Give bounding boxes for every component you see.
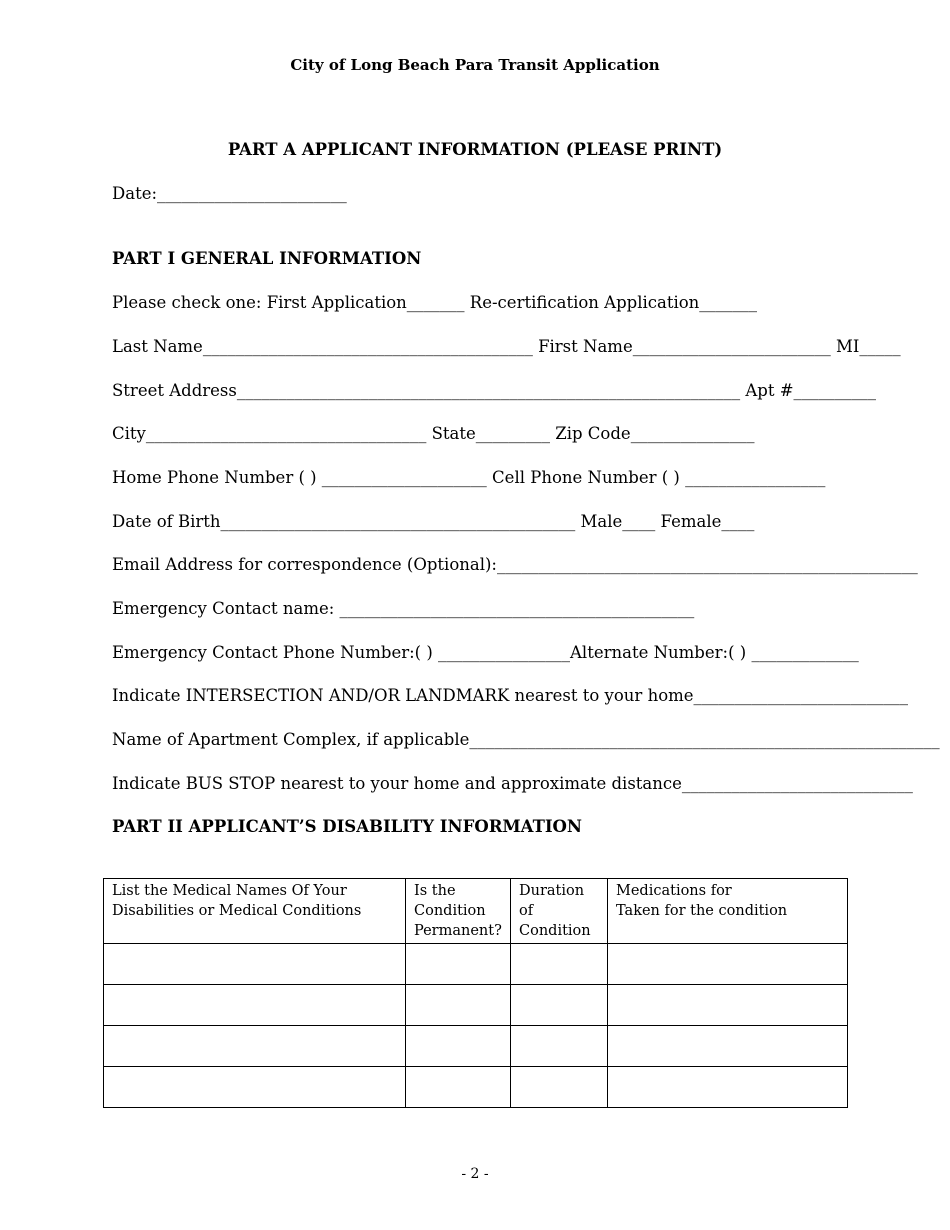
part-a-title: PART A APPLICANT INFORMATION (PLEASE PRINT) xyxy=(227,140,723,159)
emergency-contact-name-field[interactable]: Emergency Contact name: ___________________________________________ xyxy=(112,599,695,618)
birth-gender-fields[interactable]: Date of Birth___________________________________________ Male____ Female____ xyxy=(112,512,755,531)
page-number: - 2 - xyxy=(461,1166,489,1182)
city-state-zip-fields[interactable]: City__________________________________ State_________ Zip Code_______________ xyxy=(112,424,755,443)
table-row xyxy=(104,944,848,985)
table-cell[interactable] xyxy=(511,944,608,985)
table-cell[interactable] xyxy=(104,985,406,1026)
column-header-permanent xyxy=(406,879,511,944)
table-cell[interactable] xyxy=(406,1067,511,1108)
date-field[interactable]: Date:_______________________ xyxy=(112,184,347,203)
column-header-medications xyxy=(608,879,848,944)
header-line: Medications for xyxy=(616,883,732,899)
column-header-medical-names xyxy=(104,879,406,944)
table-cell[interactable] xyxy=(511,1026,608,1067)
table-row xyxy=(104,1026,848,1067)
bus-stop-field[interactable]: Indicate BUS STOP nearest to your home and approximate distance____________________________ xyxy=(112,774,913,793)
emergency-contact-phone-fields[interactable]: Emergency Contact Phone Number:( ) ________________Alternate Number:( ) _____________ xyxy=(112,643,859,662)
apartment-complex-field[interactable]: Name of Apartment Complex, if applicable_________________________________________________________ xyxy=(112,730,940,749)
table-row xyxy=(104,1067,848,1108)
header-line: Condition xyxy=(414,903,486,919)
table-cell[interactable] xyxy=(104,944,406,985)
part-1-heading: PART I GENERAL INFORMATION xyxy=(112,249,422,268)
header-line: Taken for the condition xyxy=(616,903,788,919)
column-header-duration xyxy=(511,879,608,944)
header-line: List the Medical Names Of Your xyxy=(112,883,347,899)
table-cell[interactable] xyxy=(104,1067,406,1108)
table-cell[interactable] xyxy=(511,1067,608,1108)
email-field[interactable]: Email Address for correspondence (Optional):___________________________________________________ xyxy=(112,555,918,574)
part-2-heading: PART II APPLICANT’S DISABILITY INFORMATION xyxy=(112,817,583,836)
header-line: of xyxy=(519,903,534,919)
table-cell[interactable] xyxy=(511,985,608,1026)
table-cell[interactable] xyxy=(608,944,848,985)
table-cell[interactable] xyxy=(608,1026,848,1067)
table-cell[interactable] xyxy=(406,944,511,985)
header-line: Duration xyxy=(519,883,585,899)
name-fields[interactable]: Last Name________________________________________ First Name________________________ MI_____ xyxy=(112,337,901,356)
table-row xyxy=(104,985,848,1026)
disability-table xyxy=(103,878,848,1108)
intersection-landmark-field[interactable]: Indicate INTERSECTION AND/OR LANDMARK nearest to your home__________________________ xyxy=(112,686,909,705)
table-cell[interactable] xyxy=(104,1026,406,1067)
phone-number-fields[interactable]: Home Phone Number ( ) ____________________ Cell Phone Number ( ) _________________ xyxy=(112,468,826,487)
table-cell[interactable] xyxy=(608,985,848,1026)
header-line: Disabilities or Medical Conditions xyxy=(112,903,362,919)
header-line: Is the xyxy=(414,883,456,899)
table-cell[interactable] xyxy=(406,1026,511,1067)
header-line: Condition xyxy=(519,923,591,939)
application-type-field[interactable]: Please check one: First Application_______ Re-certification Application_______ xyxy=(112,293,758,312)
street-address-field[interactable]: Street Address_____________________________________________________________ Apt #__________ xyxy=(112,381,877,400)
document-title: City of Long Beach Para Transit Application xyxy=(290,56,660,74)
table-header-row xyxy=(104,879,848,944)
table-cell[interactable] xyxy=(406,985,511,1026)
header-line: Permanent? xyxy=(414,923,502,939)
table-cell[interactable] xyxy=(608,1067,848,1108)
